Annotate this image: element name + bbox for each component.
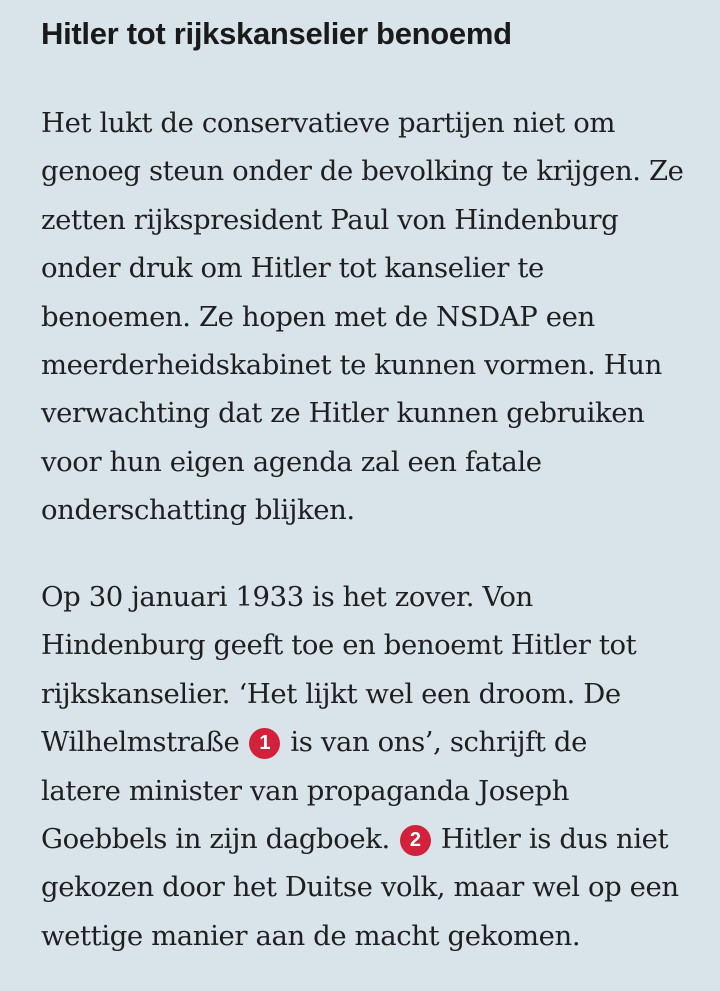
paragraph-line: onder druk om Hitler tot kanselier te [41, 252, 544, 285]
paragraph-1 [41, 99, 701, 535]
reference-badge-2[interactable]: 2 [400, 825, 431, 856]
line-text: is van ons’, schrijft de [290, 726, 587, 759]
paragraph-line: rijkskanselier. ‘Het lijkt wel een droom. De [41, 677, 621, 710]
paragraph-line: Op 30 januari 1933 is het zover. Von [41, 581, 533, 613]
paragraph-line: latere minister van propaganda Joseph [41, 774, 570, 807]
reference-badge-1[interactable]: 1 [249, 728, 280, 759]
paragraph-2 [41, 573, 701, 960]
paragraph-line: zetten rijkspresident Paul von Hindenburg [41, 203, 619, 236]
paragraph-line: verwachting dat ze Hitler kunnen gebruiken [41, 397, 645, 430]
paragraph-line: Het lukt de conservatieve partijen niet om [41, 107, 616, 139]
paragraph-line: wettige manier aan de macht gekomen. [41, 919, 581, 952]
paragraph-line: Hindenburg geeft toe en benoemt Hitler tot [41, 629, 637, 662]
paragraph-line: meerderheidskabinet te kunnen vormen. Hun [41, 349, 662, 382]
paragraph-line [41, 718, 701, 766]
paragraph-line: voor hun eigen agenda zal een fatale [41, 445, 542, 478]
paragraph-line: gekozen door het Duitse volk, maar wel op een [41, 871, 679, 904]
article-title: Hitler tot rijkskanselier benoemd [41, 16, 512, 51]
line-text: Hitler is dus niet [440, 823, 669, 856]
paragraph-line: genoeg steun onder de bevolking te krijgen. Ze [41, 155, 684, 188]
line-text: Wilhelmstraße [41, 726, 240, 759]
paragraph-line: onderschatting blijken. [41, 494, 355, 527]
paragraph-line: benoemen. Ze hopen met de NSDAP een [41, 300, 595, 333]
line-text: Goebbels in zijn dagboek. [41, 823, 390, 856]
paragraph-line [41, 815, 701, 863]
